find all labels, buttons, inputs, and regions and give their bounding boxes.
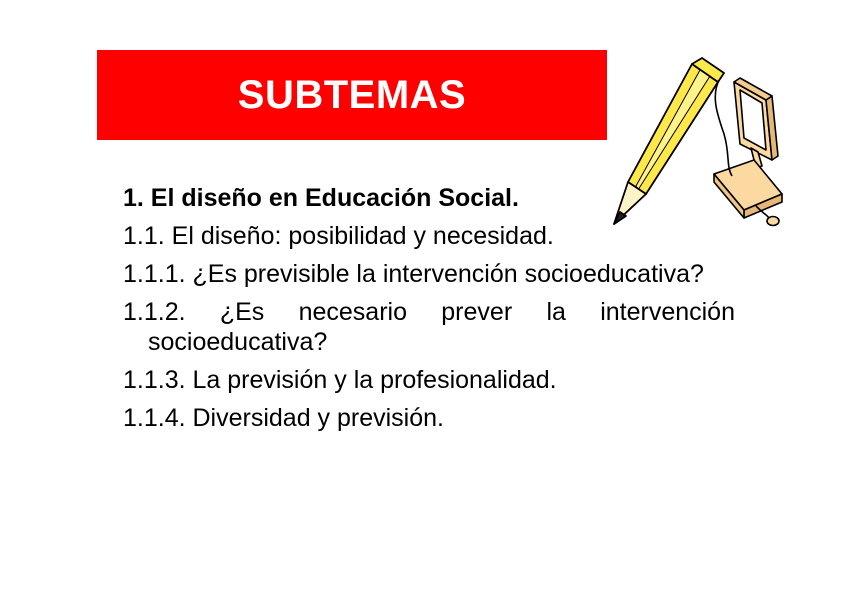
slide-title: SUBTEMAS <box>237 72 467 117</box>
title-banner <box>97 50 607 140</box>
subtopic-item: 1.1.3. La previsión y la profesionalidad. <box>123 366 557 394</box>
subtopic-item: 1.1.1. ¿Es previsible la intervención socioeducativa? <box>123 260 704 288</box>
subtopic-item: 1.1.4. Diversidad y previsión. <box>123 404 444 432</box>
subtopic-item: 1.1.2. ¿Es necesario prever la intervención socioeducativa? <box>123 298 735 356</box>
subtopic-heading: 1. El diseño en Educación Social. <box>123 184 519 212</box>
subtopics-list <box>123 183 735 441</box>
subtopic-item: 1.1. El diseño: posibilidad y necesidad. <box>123 222 554 250</box>
